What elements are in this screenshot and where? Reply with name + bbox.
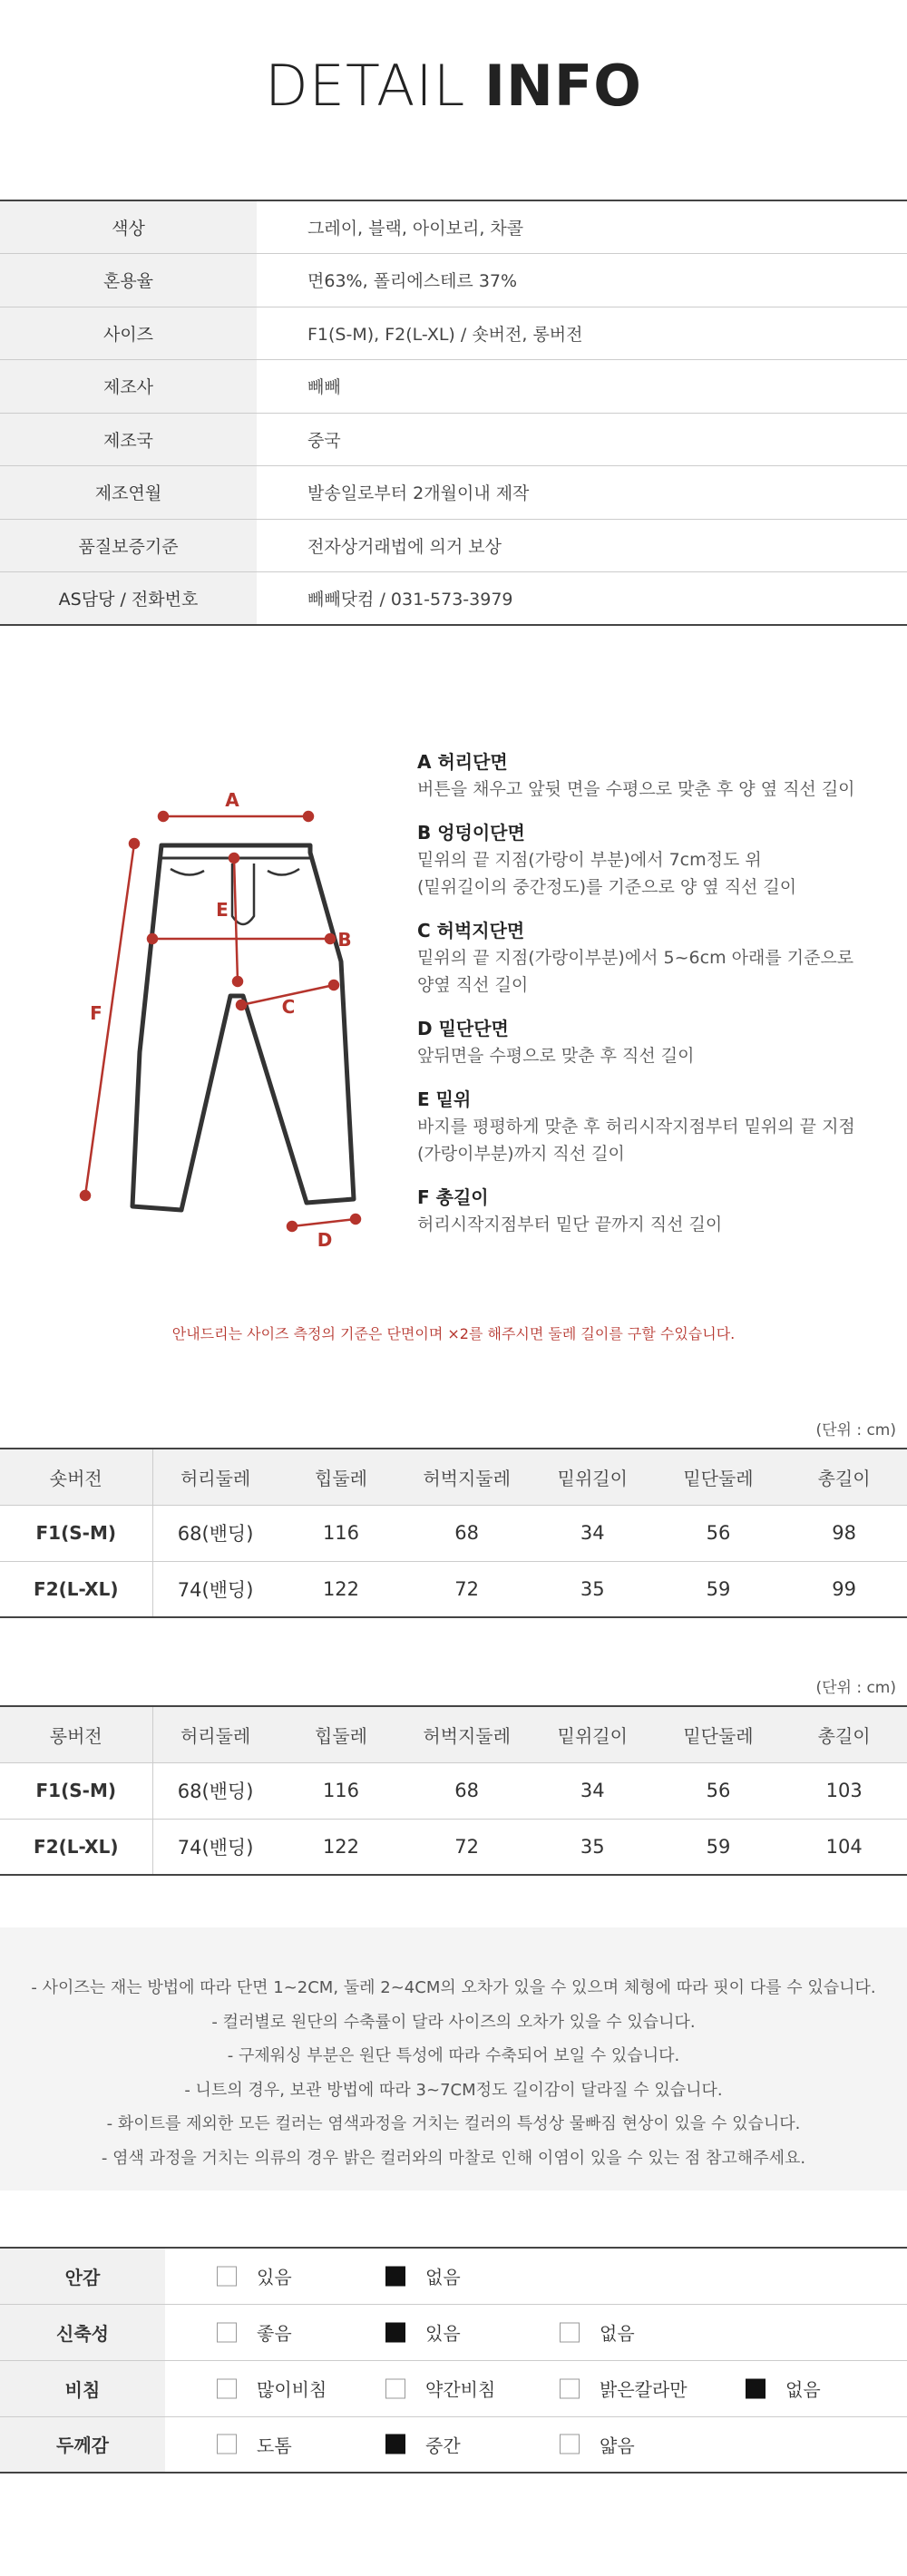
option-label: 약간비침 (425, 2378, 496, 2401)
title-bold: INFO (483, 53, 642, 119)
option-label: 없음 (785, 2378, 821, 2401)
note-line: - 염색 과정을 거치는 의류의 경우 밝은 컬러와의 마찰로 인해 이염이 있을 수 있는 점 참고해주세요. (101, 2148, 806, 2168)
checkbox-icon (217, 2322, 237, 2342)
attribute-option (560, 2319, 635, 2346)
size-cell: F2(L-XL) (0, 1819, 152, 1875)
size-cell: 34 (530, 1762, 656, 1819)
option-label: 밝은칼라만 (600, 2378, 688, 2401)
diagram-label-b: B (337, 929, 352, 951)
info-value: 빼빼닷컴 / 031-573-3979 (307, 590, 513, 610)
option-label: 없음 (425, 2266, 461, 2288)
size-header: 힙둘레 (278, 1449, 405, 1505)
info-row (0, 413, 907, 466)
diagram-label-f: F (90, 1002, 102, 1024)
diagram-label-a: A (225, 789, 239, 811)
size-cell: 68(밴딩) (152, 1505, 278, 1561)
info-label: 품질보증기준 (0, 519, 257, 572)
note-line: - 컬러별로 원단의 수축률이 달라 사이즈의 오차가 있을 수 있습니다. (211, 2012, 696, 2032)
size-cell: 68 (404, 1505, 530, 1561)
measurement-guide (417, 748, 889, 1254)
info-row (0, 200, 907, 254)
size-header: 허벅지둘레 (404, 1449, 530, 1505)
attribute-option (560, 2376, 688, 2402)
size-cell: 56 (656, 1762, 782, 1819)
info-row (0, 519, 907, 572)
notes-box (0, 1927, 907, 2191)
size-header: 숏버전 (0, 1449, 152, 1505)
checkbox-icon (385, 2378, 405, 2398)
guide-line: 바지를 평평하게 맞춘 후 허리시작지점부터 밑위의 끝 지점 (417, 1117, 855, 1137)
table-row (0, 1762, 907, 1819)
info-row (0, 360, 907, 414)
guide-title: C 허벅지단면 (417, 920, 525, 942)
size-header: 허리둘레 (152, 1449, 278, 1505)
table-row (0, 1819, 907, 1875)
checkbox-icon (217, 2435, 237, 2454)
size-cell: 72 (454, 1835, 479, 1858)
size-cell: 99 (832, 1577, 856, 1600)
size-cell: 122 (322, 1835, 360, 1858)
size-cell: 34 (530, 1505, 656, 1561)
attribute-option (385, 2263, 461, 2289)
guide-line: (밑위길이의 중간정도)를 기준으로 양 옆 직선 길이 (417, 877, 797, 897)
attribute-label: 신축성 (0, 2304, 165, 2360)
guide-title: B 엉덩이단면 (417, 822, 525, 844)
guide-title: A 허리단면 (417, 751, 508, 773)
attribute-option (560, 2431, 635, 2457)
size-header: 총길이 (781, 1449, 907, 1505)
diagram-label-e: E (216, 899, 229, 921)
guide-line: (가랑이부분)까지 직선 길이 (417, 1144, 625, 1164)
option-label: 있음 (257, 2266, 292, 2288)
guide-title: E 밑위 (417, 1088, 472, 1110)
guide-line: 앞뒤면을 수평으로 맞춘 후 직선 길이 (417, 1046, 695, 1066)
size-header: 밑단둘레 (656, 1706, 782, 1762)
attribute-option (217, 2263, 292, 2289)
checkbox-icon (385, 2266, 405, 2286)
size-header: 밑위길이 (530, 1706, 656, 1762)
size-header: 밑위길이 (530, 1449, 656, 1505)
note-line: - 화이트를 제외한 모든 컬러는 염색과정을 거치는 컬러의 특성상 물빠짐 현상이 있을 수 있습니다. (106, 2114, 801, 2133)
guide-line: 밑위의 끝 지점(가랑이부분)에서 5~6cm 아래를 기준으로 (417, 948, 854, 968)
title-thin: DETAIL (265, 53, 484, 119)
size-cell: 59 (706, 1835, 731, 1858)
option-label: 있음 (425, 2322, 461, 2345)
attribute-option (385, 2431, 461, 2457)
attribute-row (0, 2360, 907, 2416)
info-value: 그레이, 블랙, 아이보리, 차콜 (257, 200, 907, 254)
checkbox-icon (560, 2322, 580, 2342)
size-cell: F1(S-M) (0, 1505, 152, 1561)
size-cell: 104 (825, 1835, 863, 1858)
attribute-option (385, 2319, 461, 2346)
checkbox-icon (746, 2378, 766, 2398)
guide-item (417, 917, 889, 999)
option-label: 도톰 (257, 2435, 292, 2457)
page-title (0, 53, 907, 119)
size-cell: 56 (656, 1505, 782, 1561)
attribute-row (0, 2248, 907, 2304)
checkbox-icon (385, 2322, 405, 2342)
size-cell: F1(S-M) (0, 1762, 152, 1819)
guide-item (417, 1086, 889, 1167)
size-cell: 116 (278, 1505, 405, 1561)
size-cell: F2(L-XL) (0, 1561, 152, 1617)
guide-line: 버튼을 채우고 앞뒷 면을 수평으로 맞춘 후 양 옆 직선 길이 (417, 779, 855, 799)
guide-title: D 밑단단면 (417, 1018, 509, 1039)
size-cell: 74(밴딩) (177, 1836, 254, 1859)
attribute-label: 비침 (0, 2360, 165, 2416)
info-row (0, 307, 907, 360)
attribute-option (746, 2376, 821, 2402)
size-cell: 103 (781, 1762, 907, 1819)
size-header: 허벅지둘레 (404, 1706, 530, 1762)
info-label: 색상 (0, 200, 257, 254)
option-label: 많이비침 (257, 2378, 327, 2401)
note-line: - 니트의 경우, 보관 방법에 따라 3~7CM정도 길이감이 달라질 수 있습니다. (184, 2080, 723, 2100)
info-row (0, 572, 907, 626)
size-cell: 35 (580, 1835, 605, 1858)
option-label: 얇음 (600, 2435, 635, 2457)
guide-line: 양옆 직선 길이 (417, 975, 529, 995)
unit-label: (단위 : cm) (815, 1679, 896, 1697)
info-row (0, 466, 907, 520)
size-cell: 74(밴딩) (177, 1578, 254, 1601)
option-label: 좋음 (257, 2322, 292, 2345)
option-label: 없음 (600, 2322, 635, 2345)
attribute-option (385, 2376, 495, 2402)
unit-label: (단위 : cm) (815, 1421, 896, 1439)
checkbox-icon (217, 2266, 237, 2286)
guide-item (417, 1015, 889, 1069)
attribute-label: 두께감 (0, 2416, 165, 2473)
guide-title: F 총길이 (417, 1186, 489, 1208)
attribute-row (0, 2304, 907, 2360)
size-header: 힙둘레 (278, 1706, 405, 1762)
info-label: 제조국 (0, 413, 257, 466)
info-value: 발송일로부터 2개월이내 제작 (257, 466, 907, 520)
checkbox-icon (217, 2378, 237, 2398)
size-cell: 35 (580, 1577, 605, 1600)
checkbox-icon (560, 2378, 580, 2398)
checkbox-icon (385, 2435, 405, 2454)
info-label: 제조연월 (0, 466, 257, 520)
attribute-label: 안감 (0, 2248, 165, 2304)
option-label: 중간 (425, 2435, 461, 2457)
size-table-long (0, 1705, 907, 1876)
pants-outline-icon (132, 845, 354, 1210)
size-header: 총길이 (781, 1706, 907, 1762)
info-value: 중국 (257, 413, 907, 466)
diagram-label-d: D (317, 1229, 333, 1251)
size-cell: 116 (278, 1762, 405, 1819)
guide-line: 밑위의 끝 지점(가랑이 부분)에서 7cm정도 위 (417, 850, 762, 870)
size-cell: 68 (404, 1762, 530, 1819)
product-info-table (0, 200, 907, 626)
note-line: - 구제워싱 부분은 원단 특성에 따라 수축되어 보일 수 있습니다. (227, 2046, 680, 2065)
attribute-option (217, 2319, 292, 2346)
size-cell: 98 (781, 1505, 907, 1561)
diagram-label-c: C (281, 996, 296, 1018)
size-header: 밑단둘레 (656, 1449, 782, 1505)
info-label: 혼용율 (0, 254, 257, 307)
info-value: 면63%, 폴리에스테르 37% (257, 254, 907, 307)
guide-item (417, 748, 889, 803)
guide-item (417, 1184, 889, 1238)
info-row (0, 254, 907, 307)
size-cell: 59 (706, 1577, 731, 1600)
pants-measurement-diagram (73, 780, 381, 1252)
fabric-attribute-table (0, 2247, 907, 2474)
attribute-option (217, 2431, 292, 2457)
info-value: 전자상거래법에 의거 보상 (257, 519, 907, 572)
size-table-short (0, 1448, 907, 1618)
attribute-option (217, 2376, 327, 2402)
checkbox-icon (560, 2435, 580, 2454)
size-notice: 안내드리는 사이즈 측정의 기준은 단면이며 ×2를 해주시면 둘레 길이를 구할 수있습니다. (171, 1325, 736, 1342)
guide-line: 허리시작지점부터 밑단 끝까지 직선 길이 (417, 1215, 723, 1234)
table-row (0, 1505, 907, 1561)
size-cell: 72 (454, 1577, 479, 1600)
size-cell: 122 (322, 1577, 360, 1600)
size-cell: 68(밴딩) (152, 1762, 278, 1819)
size-header: 롱버전 (0, 1706, 152, 1762)
size-header: 허리둘레 (152, 1706, 278, 1762)
note-line: - 사이즈는 재는 방법에 따라 단면 1~2CM, 둘레 2~4CM의 오차가 있을 수 있으며 체형에 따라 핏이 다를 수 있습니다. (31, 1978, 876, 1997)
info-label: 사이즈 (0, 307, 257, 360)
info-label: 제조사 (0, 360, 257, 414)
attribute-row (0, 2416, 907, 2473)
info-value: 빼빼 (257, 360, 907, 414)
table-row (0, 1561, 907, 1617)
guide-item (417, 819, 889, 901)
info-value: F1(S-M), F2(L-XL) / 숏버전, 롱버전 (257, 307, 907, 360)
info-label: AS담당 / 전화번호 (0, 572, 257, 626)
